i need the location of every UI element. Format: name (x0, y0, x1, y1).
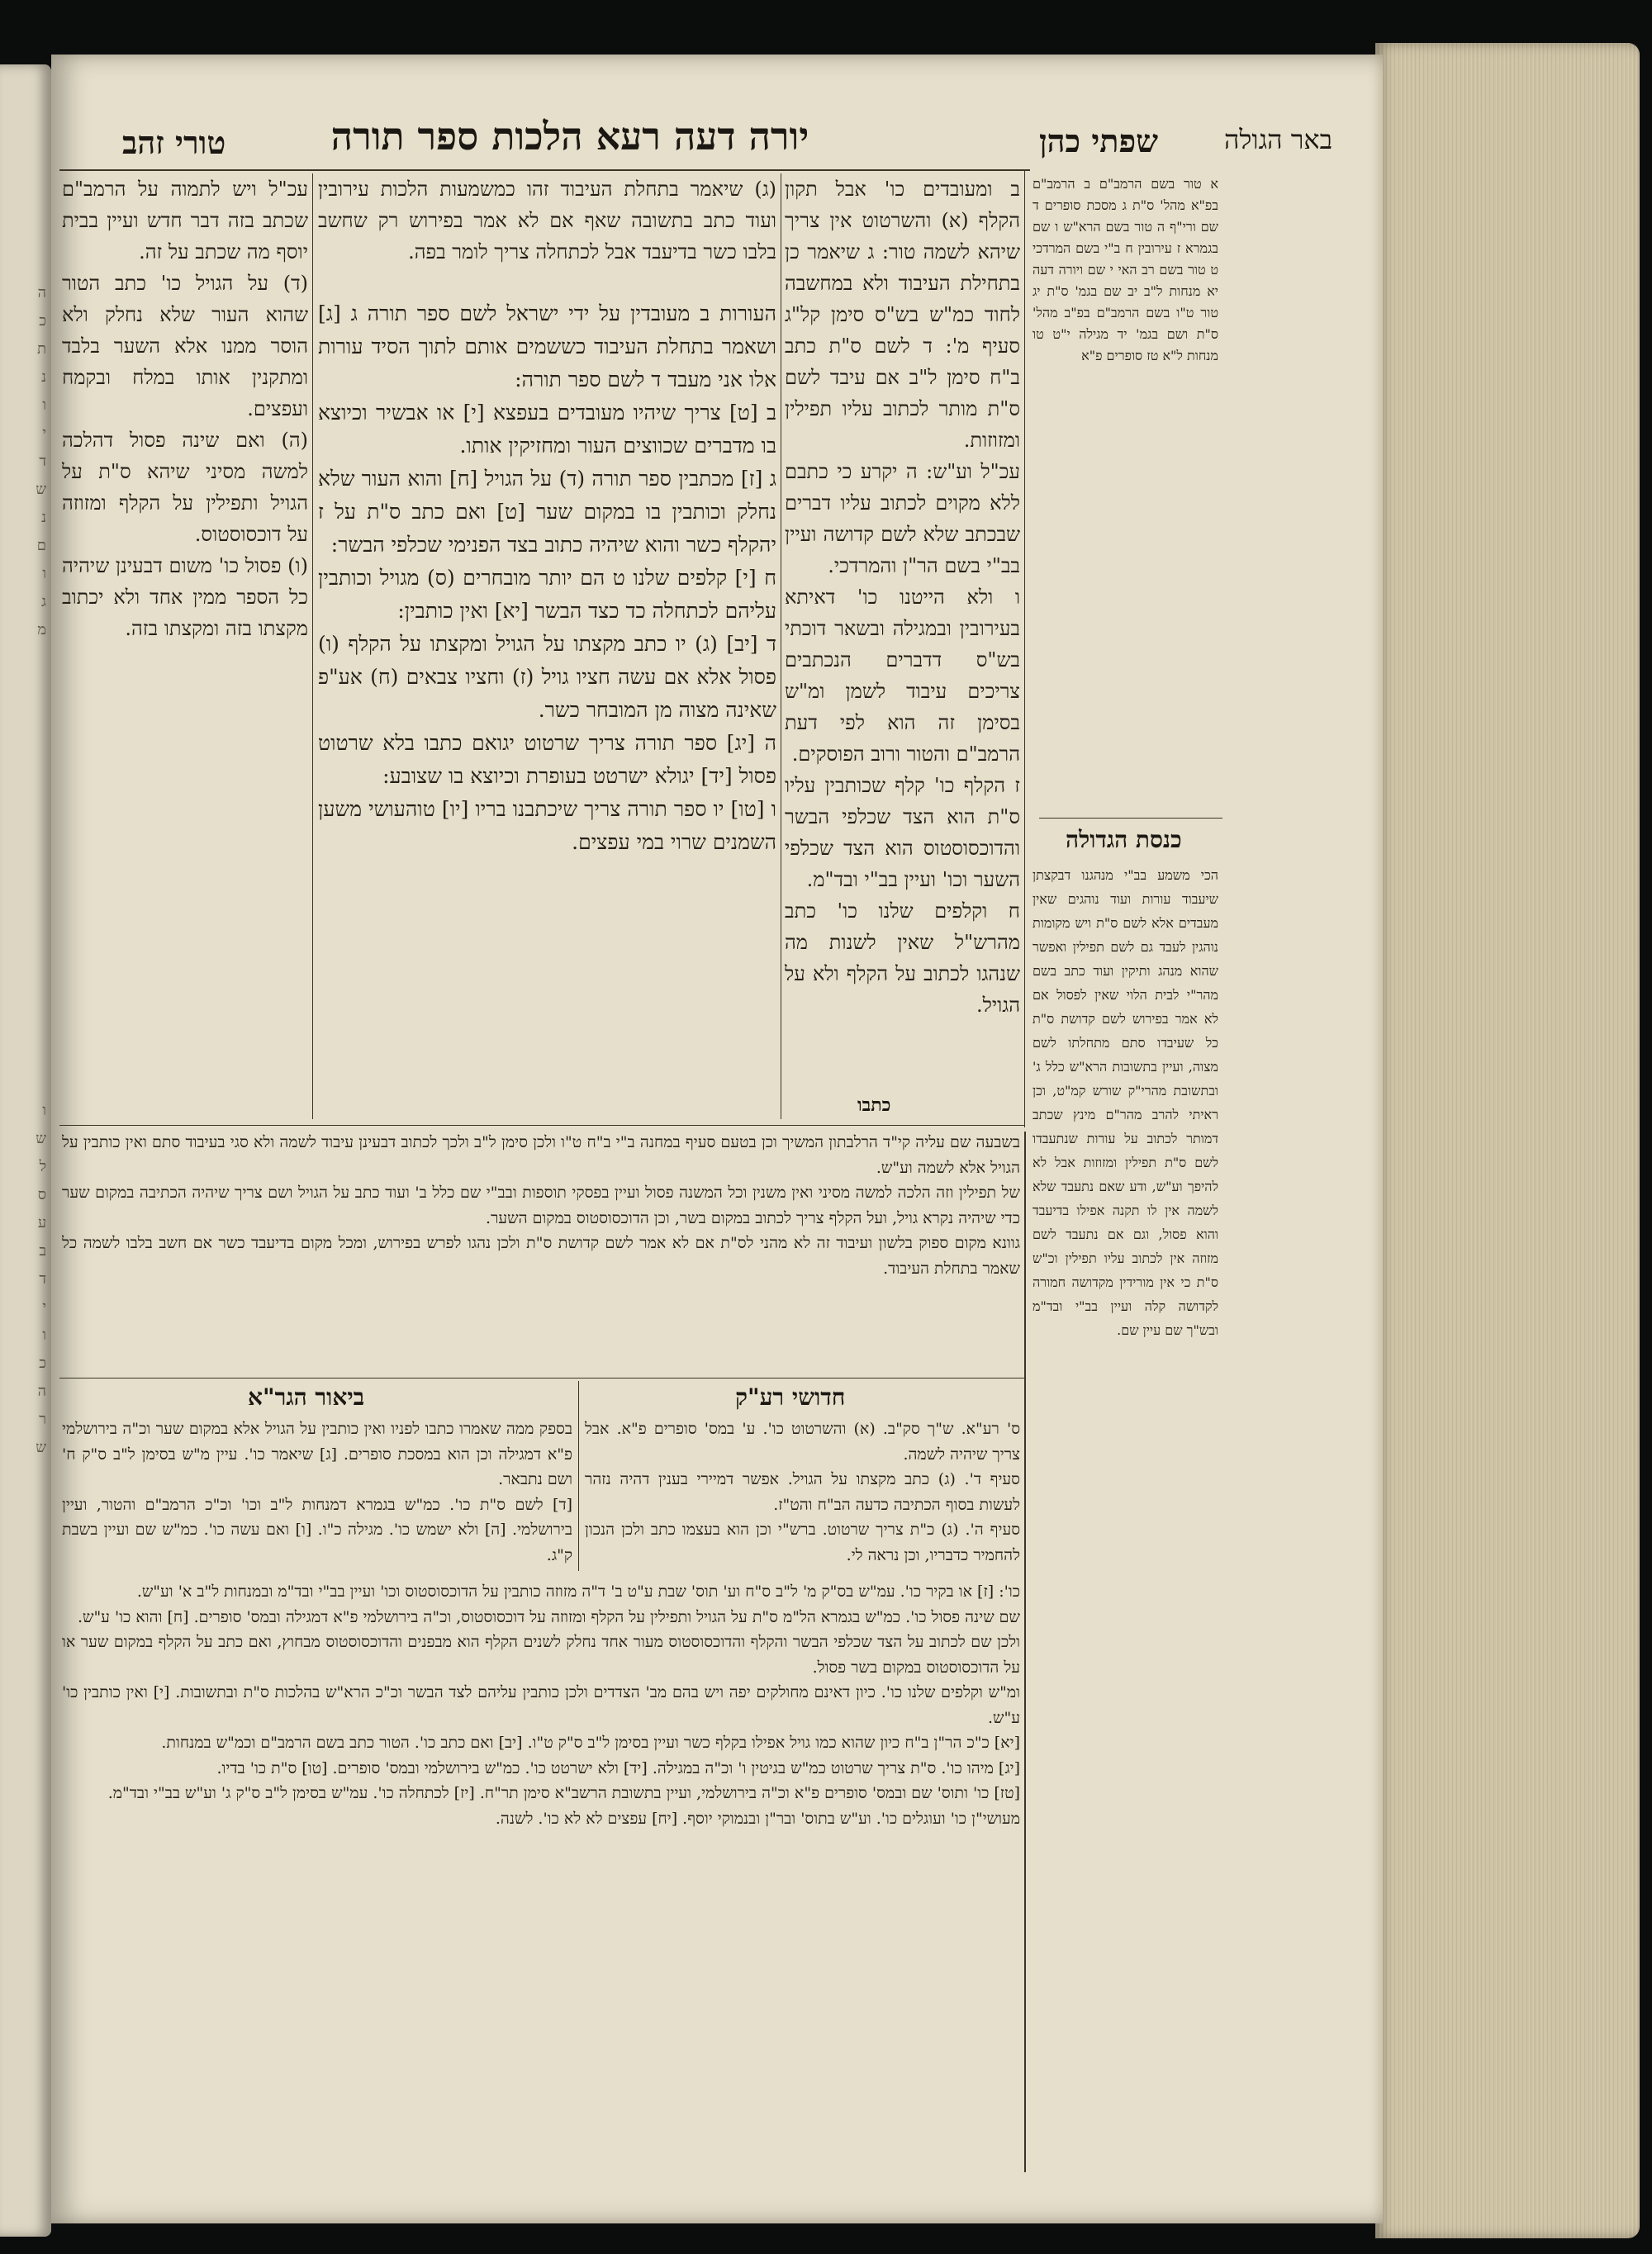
main-text-paragraph: ח [י] קלפים שלנו ט הם יותר מובחרים (ס) מגויל וכותבין עליהם לכתחלה כד כצד הבשר [יא] ואין כותבין: (318, 566, 776, 623)
lower-commentary-paragraph: ולכן שם לכתוב על הצד שכלפי הבשר והקלף והדוכסוסטוס מעור אחד נחלק לשנים הקלף הוא מבפנים והדוכסוסטוס מבחוץ, ואם כתב על הקלף במקום שער או על הדוכסוסטוס במקום בשר פסול. (62, 1633, 1020, 1677)
chiddushei-column (585, 1416, 1020, 1573)
section-divider (59, 1125, 1024, 1126)
main-text-paragraph: העורות ב מעובדין על ידי ישראל לשם ספר תורה ג [ג] ושאמר בתחלת העיבוד כששמים אותם לתוך הסיד עורות אלו אני מעבד ד לשם ספר תורה: (318, 301, 776, 391)
chiddushei-paragraph: סעיף ד'. (ג) כתב מקצתו על הגויל. אפשר דמיירי בענין דהיה נזהר לעשות בסוף הכתיבה כדעה הב"ח והט"ז. (585, 1470, 1020, 1514)
biur-hagra-paragraph: [ד] לשם ס"ת כו'. כמ"ש בגמרא דמנחות ל"ב וכו' וכ"כ הרמב"ם והטור, ועיין בירושלמי. [ה] ולא ישמש כו'. מגילה כ"ו. [ו] ואם עשה כו'. כמ"ש שם ועיין בשבת ק"ג. (62, 1495, 572, 1564)
book-page-edges (1375, 43, 1640, 2238)
taz-paragraph: (ג) שיאמר בתחלת העיבוד זהו כמשמעות הלכות עירובין ועוד כתב בתשובה שאף אם לא אמר בפירוש רק שחשב בלבו כשר בדיעבד אבל לכתחלה צריך לומר בפה. (318, 178, 776, 263)
chiddushei-paragraph: ס' רע"א. ש"ך סק"ב. (א) והשרטוט כו'. ע' במס' סופרים פ"א. אבל צריך שיהיה לשמה. (585, 1420, 1020, 1464)
beer-hagolah-header: באר הגולה (1224, 124, 1333, 155)
left-page-edge (0, 64, 51, 2237)
column-divider (578, 1381, 579, 1571)
taz-top-block (318, 173, 776, 293)
left-page-fragment: ה כ ת נ ו י ד ש נ ם ו ג מ (36, 284, 46, 638)
chiddushei-heading: חדושי רע"ק (735, 1383, 846, 1411)
middle-commentary (62, 1130, 1020, 1374)
main-text-paragraph: ג [ז] מכתבין ספר תורה (ד) על הגויל [ח] והוא העור שלא נחלק וכותבין בו במקום שער [ט] ואם כתב ס"ת על ז יהקלף כשר והוא שיהיה כתוב בצד הפנימי שכלפי הבשר: (318, 467, 776, 557)
lower-commentary (62, 1579, 1020, 2174)
lower-commentary-paragraph: [טז] כו' ותוס' שם ובמס' סופרים פ"א וכ"ה בירושלמי, ועיין בתשובת הרשב"א סימן תר"ח. [יז] לכתחלה כו'. עמ"ש בסימן ל"ב ס"ק ג' וע"ש בב"י ובד"מ. (107, 1784, 1020, 1802)
main-text-column (318, 297, 776, 1115)
shach-paragraph: ב ומעובדים כו' אבל תקון הקלף (א) והשרטוט אין צריך שיהא לשמה טור: ג שיאמר כן בתחילת העיבוד ולא במחשבה לחוד כמ"ש בש"ס סימן קל"ג סעיף מ': ד לשם ס"ת כתב ב"ח סימן ל"ב אם עיבד לשם ס"ת מותר לכתוב עליו תפילין ומזוזות. (785, 178, 1020, 452)
shach-header: שפתי כהן (1039, 122, 1159, 159)
taz-paragraph: (ד) על הגויל כו' כתב הטור שהוא העור שלא נחלק ולא הוסר ממנו אלא השער בלבד ומתקנין אותו במלח ובקמח ועפצים. (62, 272, 308, 420)
column-divider (1024, 169, 1025, 1127)
header-rule (59, 169, 1030, 171)
lower-commentary-paragraph: ומ"ש וקלפים שלנו כו'. כיון דאינם מחולקים יפה ויש בהם מב' הצדדים ולכן כותבין עליהם לצד הבשר וכ"כ הרא"ש בהלכות ס"ת ובתשובות. [י] ואין כותבין כו' ע"ש. (62, 1683, 1020, 1727)
shach-paragraph: עכ"ל וע"ש: ה יקרע כי כתבם ללא מקוים לכתוב עליו דברים שבכתב שלא לשם קדושה ועיין בב"י בשם הר"ן והמרדכי. (785, 460, 1020, 577)
column-divider (1024, 1132, 1026, 2172)
lower-commentary-paragraph: [יא] כ"כ הר"ן ב"ח כיון שהוא כמו גויל אפילו בקלף כשר ועיין בסימן ל"ב ס"ק ט"ו. [יב] ואם כתב כו'. הטור כתב בשם הרמב"ם וכמ"ש במנחות. (161, 1734, 1020, 1752)
column-divider (312, 173, 313, 1119)
taz-paragraph: (ה) ואם שינה פסול דהלכה למשה מסיני שיהא ס"ת על הגויל ותפילין על הקלף ומזוזה על דוכסוסטוס. (62, 429, 308, 546)
beer-hagolah-text: א טור בשם הרמב"ם ב הרמב"ם בפ"א מהל' ס"ת ג מסכת סופרים ד שם ורי"ף ה טור בשם הרא"ש ו שם בגמרא ז עירובין ח ב"י בשם המרדכי ט טור בשם רב האי י שם ויורה דעה יא מנחות ל"ב יב שם בגמ' ס"ת יג טור ט"ו בשם הרמב"ם בפ"ב מהל' ס"ת ושם בגמ' יד מגילה י"ט טו מנחות ל"א טז סופרים פ"א (1032, 176, 1218, 363)
shach-column (785, 173, 1020, 1123)
taz-paragraph: עכ"ל ויש לתמוה על הרמב"ם שכתב בזה דבר חדש ועיין בבית יוסף מה שכתב על זה. (62, 178, 308, 263)
knesset-hagedolah-column (1032, 863, 1218, 2185)
shach-paragraph: ח וקלפים שלנו כו' כתב מהרש"ל שאין לשנות מה שנהגו לכתוב על הקלף ולא על הגויל. (785, 899, 1020, 1017)
biur-hagra-heading: ביאור הגר"א (248, 1383, 365, 1411)
knesset-hagedolah-text: הכי משמע בב"י מנהגנו דבקצתן שיעבוד עורות ועוד נוהגים שאין מעבדים אלא לשם ס"ת ויש מקומות נוהגין לעבד גם לשם תפילין ואפשר שהוא מנהג ותיקין ועוד כתב בשם מהר"י לבית הלוי שאין לפסול אם לא אמר בפירוש לשם קדושת ס"ת כל שעיבדו סתם מתחלתו לשם מצוה, ועיין בתשובות הרא"ש כלל ג' ובתשובת מהרי"ק שורש קמ"ט, וכן ראיתי להרב מהר"ם מינץ שכתב דמותר לכתוב על עורות שנתעבדו לשם ס"ת תפילין ומזוזות אבל לא להיפך וע"ש, ודע שאם נתעבד שלא לשמה אין לו תקנה אפילו בדיעבד והוא פסול, וגם אם נתעבד לשם מזוזה אין לכתוב עליו תפילין וכ"ש ס"ת כי אין מורידין מקדושה חמורה לקדושה קלה ועיין בב"י ובד"מ ובש"ך שם עיין שם. (1032, 867, 1218, 1338)
taz-column (62, 173, 308, 1123)
biur-hagra-column (62, 1416, 572, 1573)
shach-footer: כתבו (857, 1094, 891, 1116)
beer-hagolah-column (1032, 173, 1218, 814)
lower-commentary-paragraph: מעושי"ן כו' ועוגלים כו'. וע"ש בתוס' ובר"ן ובנמוקי יוסף. [יח] עפצים לא לא כו'. לשנה. (495, 1809, 1020, 1828)
lower-commentary-paragraph: [יג] מיהו כו'. ס"ת צריך שרטוט כמ"ש בגיטין ו' וכ"ה במגילה. [יד] ולא ישרטט כו'. כמ"ש בירושלמי ובמס' סופרים. [טו] ס"ת כו' בדיו. (216, 1758, 1020, 1777)
main-text-paragraph: ב [ט] צריך שיהיו מעובדים בעפצא [י] או אבשיר וכיוצא בו מדברים שכווצים העור ומחזיקין אותו. (318, 401, 776, 458)
middle-commentary-paragraph: גוונא מקום ספוק בלשון ועיבוד זה לא מהני לס"ת אם לא אמר לשם קדושת ס"ת ולכן נהגו לפרש בפירוש, ומכל מקום בדיעבד כשר אם חשב בלבו לשמה כל שאמר בתחלת העיבוד. (62, 1234, 1020, 1278)
lower-commentary-paragraph: שם שינה פסול כו'. כמ"ש בגמרא הל"מ ס"ת על הגויל ותפילין על הקלף ומזוזה על דוכסוסטוס, וכ"ה בירושלמי פ"א דמגילה ובמס' סופרים. [ח] והוא כו' ע"ש. (77, 1607, 1020, 1626)
shach-paragraph: ו ולא הייטנו כו' דאיתא בעירובין ובמגילה ובשאר דוכתי בש"ס דדברים הנכתבים צריכים עיבוד לשמן ומ"ש בסימן זה הוא לפי דעת הרמב"ם והטור ורוב הפוסקים. (785, 586, 1020, 766)
main-text-paragraph: ו [טו] יו ספר תורה צריך שיכתבנו בריו [יו] טוהעושי משען השמנים שרוי במי עפצים. (318, 797, 776, 854)
taz-header: טורי זהב (122, 124, 226, 161)
page-title: יורה דעה רעא הלכות ספר תורה (330, 114, 809, 159)
main-text-paragraph: ה [יג] ספר תורה צריך שרטוט יגואם כתבו בלא שרטוט פסול [יד] יגולא ישרטט בעופרת וכיוצא בו שצובע: (318, 731, 776, 788)
lower-commentary-paragraph: כו': [ז] או בקיר כו'. עמ"ש בס"ק מ' ל"ב ס"ח וע' תוס' שבת ע"ט ב' ד"ה מזוזה כותבין על הדוכסוסטוס וכו' ועיין בב"י ובד"מ ובמנחות ל"ב א' וע"ש. (136, 1583, 1020, 1601)
knesset-hagedolah-heading: כנסת הגדולה (1066, 826, 1182, 853)
section-divider (1039, 818, 1222, 819)
chiddushei-paragraph: סעיף ה'. (ג) כ"ת צריך שרטוט. ברש"י וכן הוא בעצמו כתב ולכן הנכון להחמיר כדבריו, וכן נראה לי. (585, 1521, 1020, 1564)
middle-commentary-paragraph: של תפילין וזה הלכה למשה מסיני ואין משנין וכל המשנה פסול ועיין בפסקי תוספות ובב"י שם כלל ב' ועוד כתב על הגויל ושם צריך שיהיה הכתיבה במקום שער כדי שיהיה נקרא גויל, ועל הקלף צריך לכתוב במקום בשר, וכן הדוכסוסטוס במקום השער. (62, 1184, 1020, 1227)
middle-commentary-paragraph: בשבעה שם עליה קי"ד הרלבתון המשיך וכן בטעם סעיף במחנה ב"י ב"ח ט"ו ולכן סימן ל"ב ולכך לכתוב דבעינן עיבוד לשמה ולא סגי בעיבוד סתם ואין כותבין על הגויל אלא לשמה וע"ש. (62, 1133, 1020, 1177)
shach-paragraph: ז הקלף כו' קלף שכותבין עליו ס"ת הוא הצד שכלפי הבשר והדוכסוסטוס הוא הצד שכלפי השער וכו' ועיין בב"י ובד"מ. (785, 774, 1020, 891)
main-text-paragraph: ד [יב] (ג) יו כתב מקצתו על הגויל ומקצתו על הקלף (ו) פסול אלא אם עשה חציו גויל (ז) וחציו צבאים (ח) אע"פ שאינה מצוה מן המובחר כשר. (318, 632, 776, 722)
left-page-fragment: ו ש ל ס ע ב ד י ו כ ה ר ש (36, 1102, 46, 1456)
biur-hagra-paragraph: בספק ממה שאמרו כתבו לפניו ואין כותבין על הגויל אלא במקום שער וכ"ה בירושלמי פ"א דמגילה וכן הוא במסכת סופרים. [ג] שיאמר כו'. עיין מ"ש בסימן ל"ב ס"ק ח' ושם נתבאר. (62, 1420, 572, 1488)
taz-paragraph: (ו) פסול כו' משום דבעינן שיהיה כל הספר ממין אחד ולא יכתוב מקצתו בזה ומקצתו בזה. (62, 554, 308, 640)
